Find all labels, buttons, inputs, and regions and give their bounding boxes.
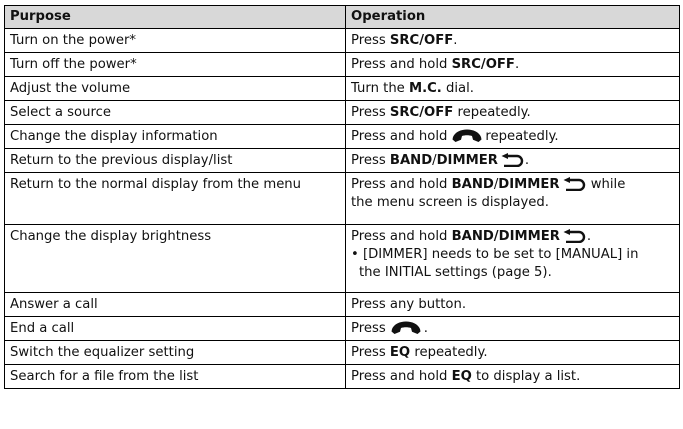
header-row: [5, 6, 680, 29]
table-row: [5, 53, 680, 77]
operation-cell: [346, 149, 680, 173]
operation-cell: [346, 125, 680, 149]
operation-cell: [346, 53, 680, 77]
op-text: while: [586, 177, 626, 192]
op-text: /: [493, 177, 499, 192]
purpose-cell: Adjust the volume: [5, 77, 346, 101]
op-text: .: [586, 229, 592, 244]
purpose-cell: End a call: [5, 317, 346, 341]
button-name: EQ: [451, 369, 472, 384]
op-text: Press: [351, 33, 390, 48]
op-text: Press and hold: [351, 57, 452, 72]
button-name: DIMMER: [498, 177, 560, 192]
note-text: the INITIAL settings (page 5).: [359, 265, 552, 280]
op-text: repeatedly.: [453, 105, 531, 120]
purpose-cell: Search for a file from the list: [5, 365, 346, 389]
table-row: [5, 225, 680, 293]
phone-handset-icon: [390, 321, 422, 335]
op-text: Press and hold: [351, 369, 452, 384]
purpose-cell: Turn off the power*: [5, 53, 346, 77]
operations-table-wrapper: [4, 5, 679, 389]
op-text: to display a list.: [471, 369, 581, 384]
op-text: Press: [351, 153, 390, 168]
purpose-cell: Return to the normal display from the menu: [5, 173, 346, 225]
op-text: the menu screen is displayed.: [351, 195, 549, 210]
table-row: [5, 341, 680, 365]
operation-cell: [346, 77, 680, 101]
op-text: .: [514, 57, 520, 72]
op-text: .: [524, 153, 530, 168]
return-arrow-icon: [563, 229, 587, 243]
purpose-cell: Select a source: [5, 101, 346, 125]
op-text: .: [423, 321, 428, 336]
button-name: BAND/DIMMER: [451, 229, 560, 244]
purpose-cell: Answer a call: [5, 293, 346, 317]
table-row: [5, 317, 680, 341]
header-operation: Operation: [346, 6, 680, 29]
header-purpose: Purpose: [5, 6, 346, 29]
op-text: repeatedly.: [410, 345, 488, 360]
op-text: Turn the: [351, 81, 409, 96]
operation-cell: [346, 101, 680, 125]
button-name: EQ: [389, 345, 411, 360]
table-row: [5, 77, 680, 101]
operations-table: [4, 5, 680, 389]
table-row: [5, 293, 680, 317]
table-row: [5, 125, 680, 149]
button-name: SRC/OFF: [389, 33, 454, 48]
button-name: DIMMER: [436, 153, 498, 168]
operation-cell: [346, 29, 680, 53]
table-row: [5, 365, 680, 389]
op-text: /: [432, 153, 437, 168]
operation-cell: [346, 225, 680, 293]
return-arrow-icon: [563, 177, 587, 191]
table-row: [5, 173, 680, 225]
op-text: Press: [351, 321, 386, 336]
op-text: Press any button.: [351, 297, 467, 312]
operation-cell: [346, 341, 680, 365]
table-row: [5, 101, 680, 125]
note-text: • [DIMMER] needs to be set to [MANUAL] in: [351, 247, 639, 262]
table-row: [5, 29, 680, 53]
operation-cell: [346, 173, 680, 225]
button-name: SRC/OFF: [451, 57, 515, 72]
button-name: SRC/OFF: [389, 105, 454, 120]
op-text: .: [453, 33, 458, 48]
operation-cell: [346, 317, 680, 341]
purpose-cell: Switch the equalizer setting: [5, 341, 346, 365]
op-text: Press: [351, 105, 390, 120]
op-text: Press and hold: [351, 129, 448, 144]
purpose-cell: Change the display information: [5, 125, 346, 149]
return-arrow-icon: [501, 153, 525, 167]
operation-cell: [346, 365, 680, 389]
operation-cell: [346, 293, 680, 317]
op-text: dial.: [441, 81, 474, 96]
op-text: repeatedly.: [485, 129, 559, 144]
purpose-cell: Change the display brightness: [5, 225, 346, 293]
table-row: [5, 149, 680, 173]
button-name: BAND: [389, 153, 433, 168]
purpose-cell: Return to the previous display/list: [5, 149, 346, 173]
purpose-cell: Turn on the power*: [5, 29, 346, 53]
op-text: Press: [351, 345, 390, 360]
op-text: Press and hold: [351, 177, 452, 192]
op-text: Press and hold: [351, 229, 452, 244]
button-name: M.C.: [408, 81, 442, 96]
button-name: BAND: [451, 177, 494, 192]
phone-handset-icon: [451, 129, 483, 143]
